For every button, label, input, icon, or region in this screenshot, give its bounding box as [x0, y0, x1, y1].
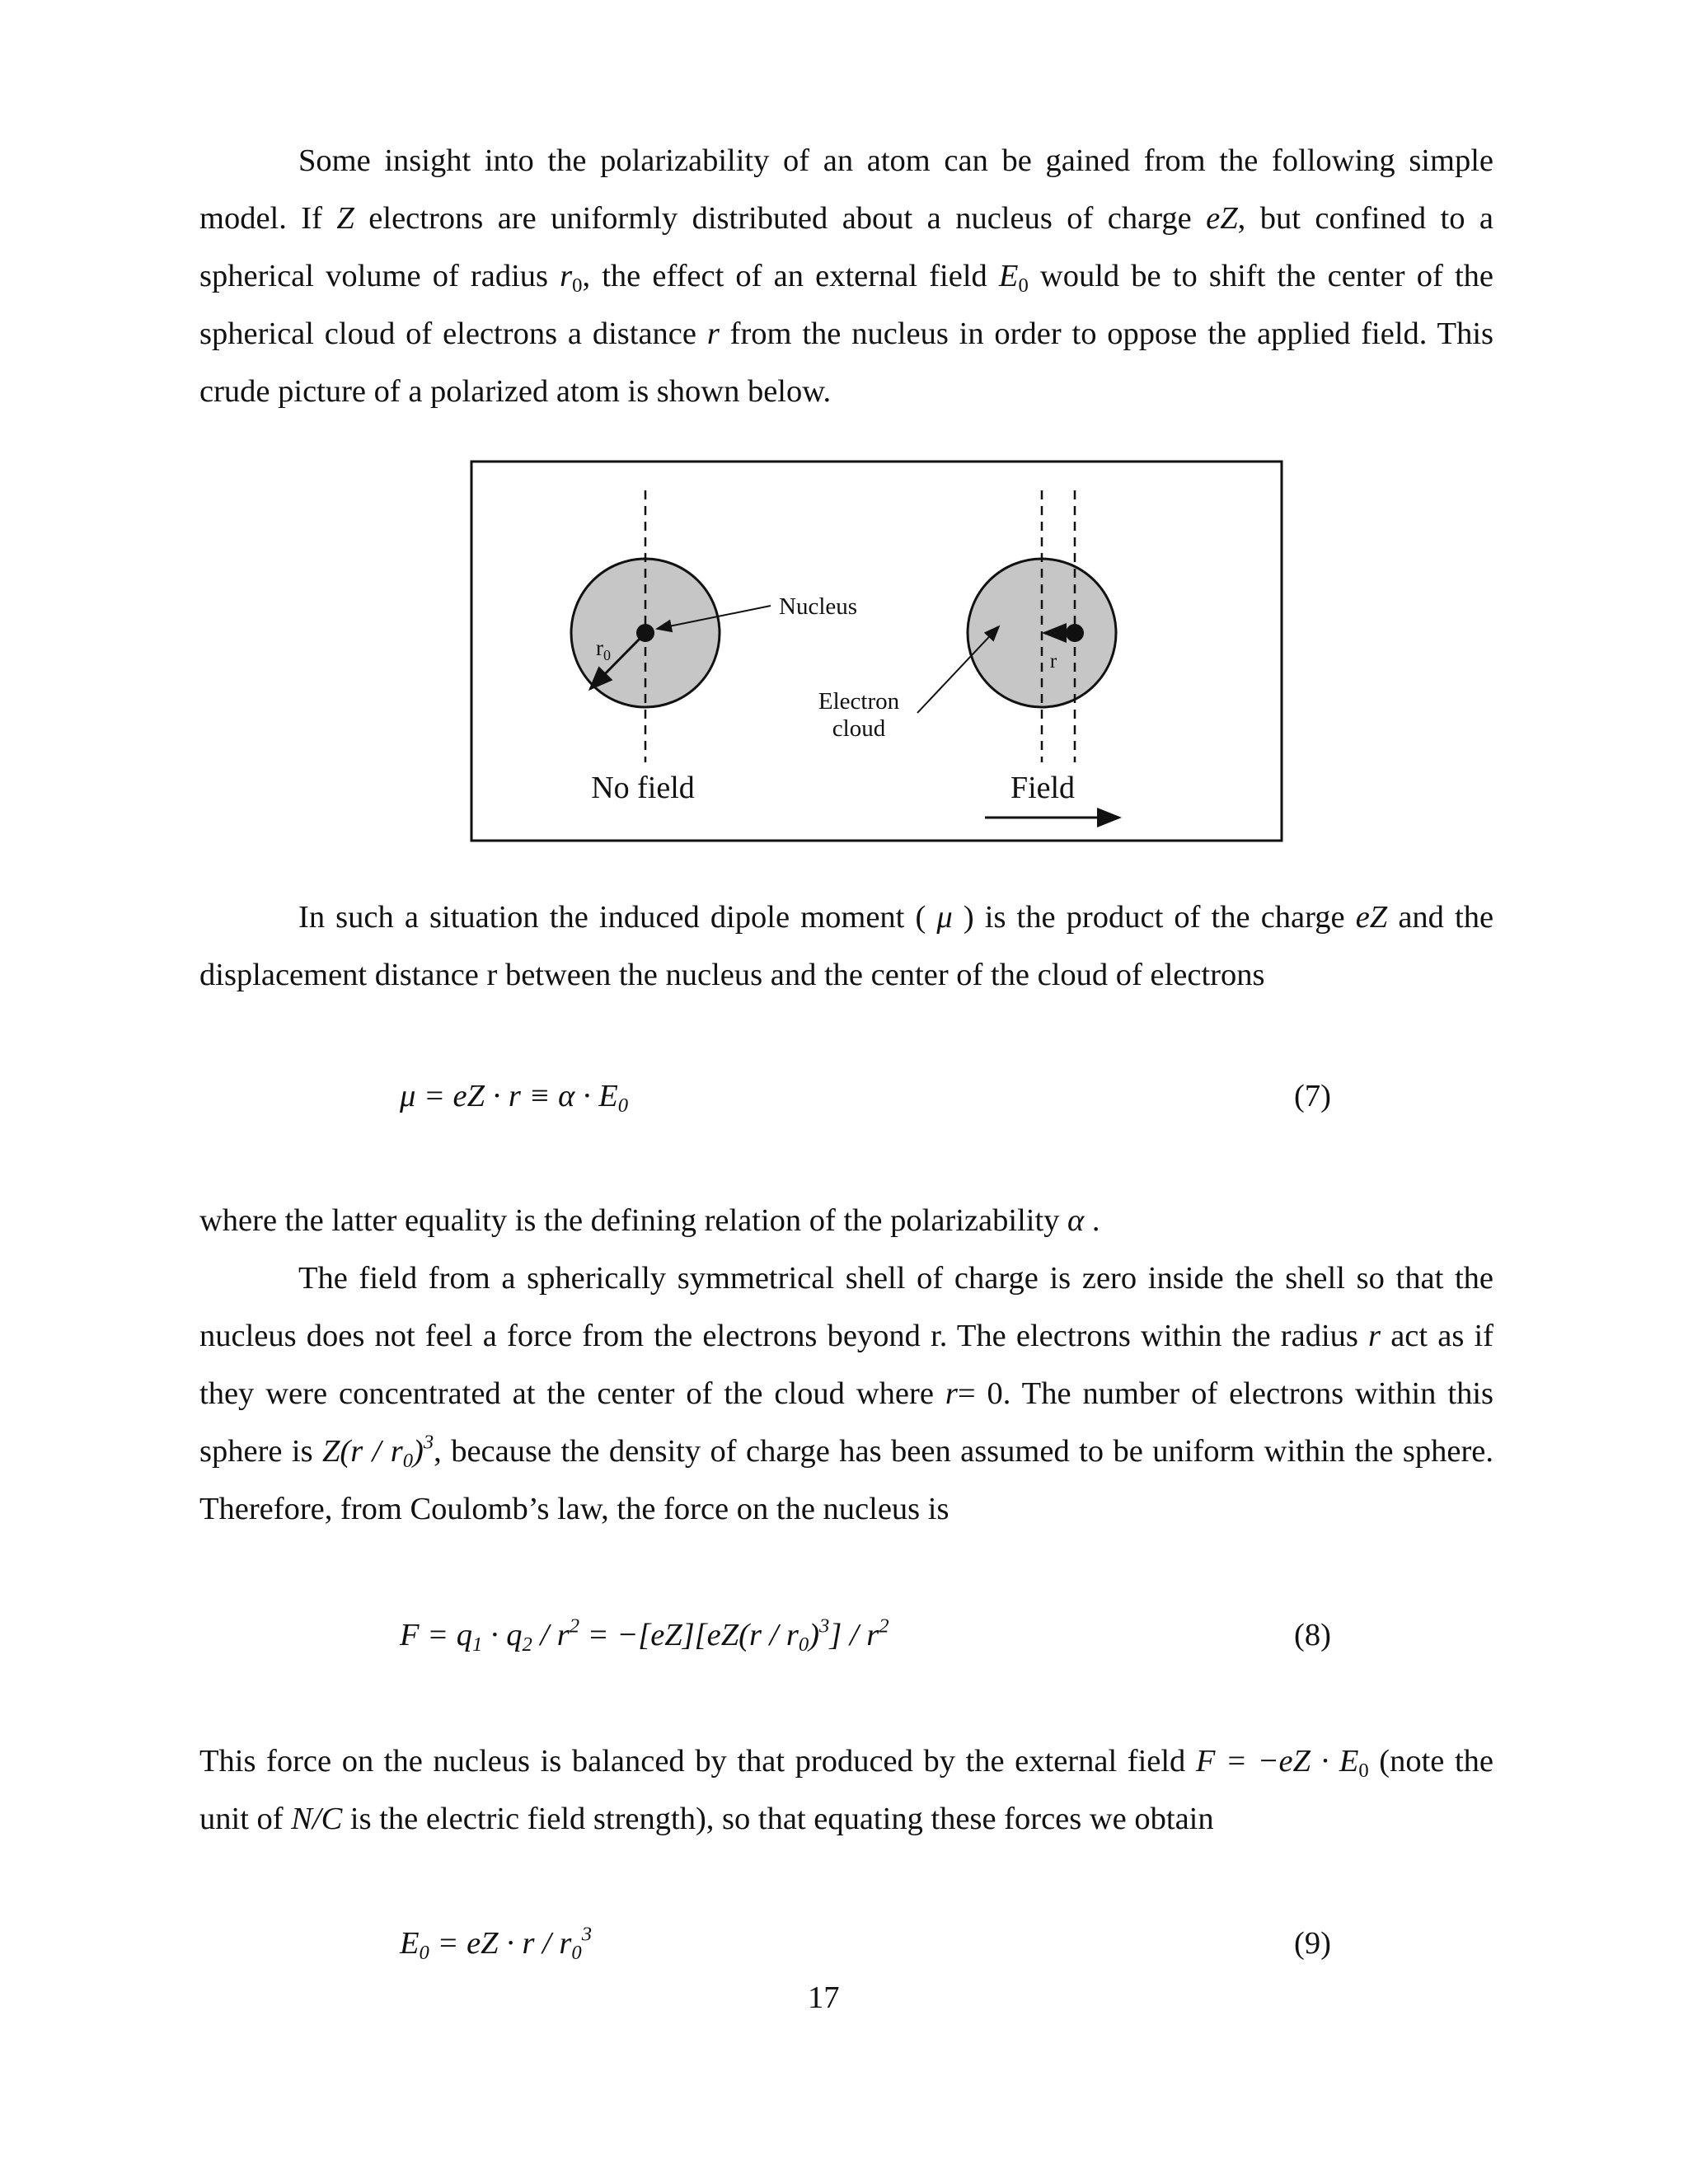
equation-8: $F = q_1 \cdot q_2 / r^2 = -[eZ][eZ(r / r_0)^3] / r^2$ [400, 1615, 889, 1656]
polarized-atom-figure [0, 0, 1688, 865]
paragraph-5: This force on the nucleus is balanced by that produced by the external field $F = -eZ \cdot E_0$ (note the unit of N/C is the electric field strength), so that equating these forces we obtain [199, 1744, 1494, 1836]
electron-cloud-label-line2: cloud [832, 715, 886, 742]
equation-8-number: (8) [1294, 1618, 1331, 1652]
field-label: Field [1010, 771, 1076, 805]
nucleus-field [1066, 624, 1084, 642]
no-field-label: No field [591, 771, 695, 805]
paragraph-4: The field from a spherically symmetrical shell of charge is zero inside the shell so that the nucleus does not feel a force from the electrons beyond r. The electrons within the radius r act as if they were concentrated at the center of the cloud where r= 0. The number of electrons within this sphere is $Z(r / r_0)^3$, because the density of charge has been assumed to be uniform within the sphere. Therefore, from Coulomb’s law, the force on the nucleus is [199, 1261, 1494, 1526]
paragraph-3: where the latter equality is the defining relation of the polarizability α . [199, 1203, 1100, 1238]
r-label: r [1049, 650, 1057, 673]
r0-label: $r_0$ [596, 635, 611, 663]
equation-7: μ = eZ · $r \equiv \alpha \cdot E_0$ [400, 1079, 629, 1117]
page-number: 17 [808, 1980, 840, 2015]
equation-9: $E_0$ = eZ · r / $r_0^3$ [400, 1923, 592, 1964]
nucleus-label: Nucleus [779, 593, 858, 620]
paragraph-1: Some insight into the polarizability of an atom can be gained from the following simple model. If Z electrons are uniformly distributed about a nucleus of charge eZ, but confined to a spherical volume of radius $r_0$, the effect of an external field $E_0$ would be to shift the center of the spherical cloud of electrons a distance r from the nucleus in order to oppose the applied field. This crude picture of a polarized atom is shown below. [199, 143, 1494, 409]
electron-cloud-label-line1: Electron [818, 688, 900, 715]
equation-7-number: (7) [1294, 1079, 1331, 1113]
equation-9-number: (9) [1294, 1926, 1331, 1961]
paragraph-2: In such a situation the induced dipole moment ( μ ) is the product of the charge eZ and the displacement distance r between the nucleus and the center of the cloud of electrons [199, 900, 1494, 992]
